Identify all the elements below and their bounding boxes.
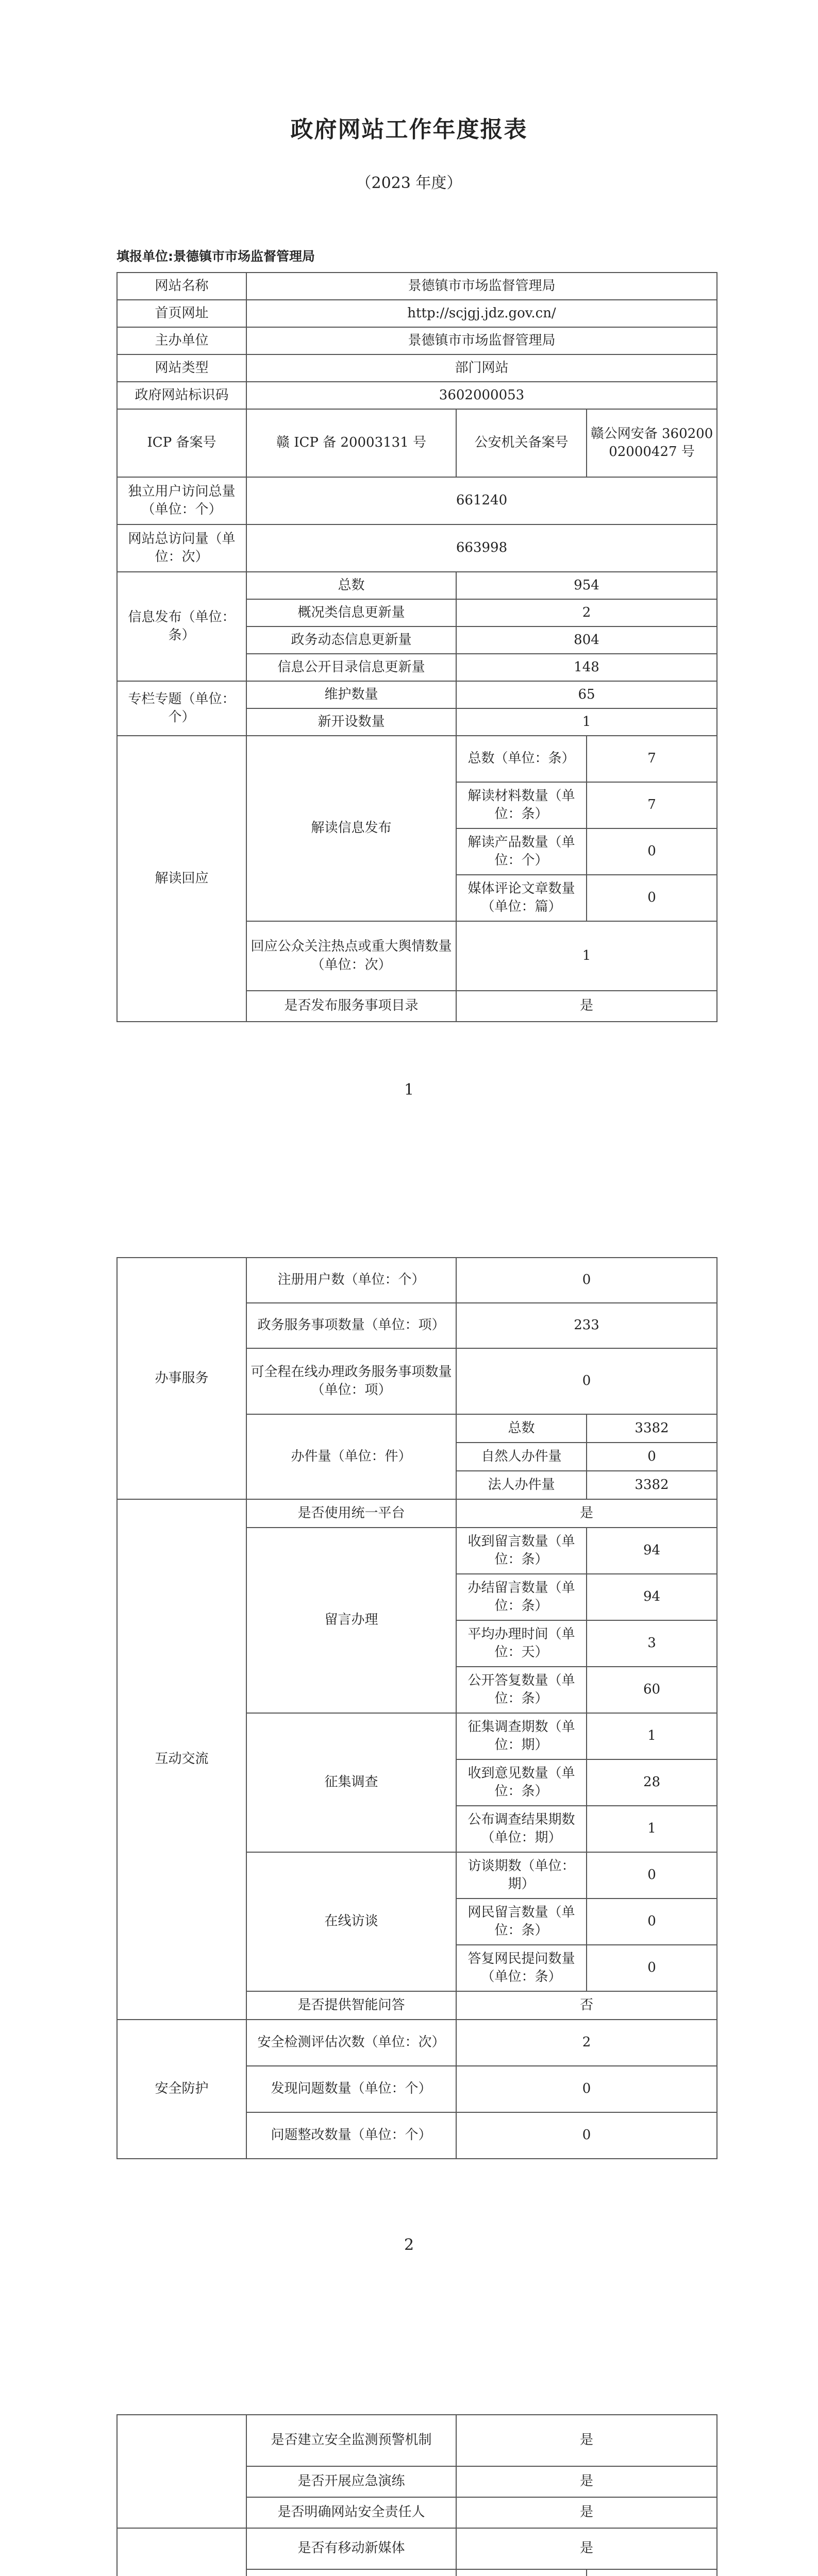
cell-label: 收到意见数量（单位：条） — [456, 1759, 587, 1806]
cell-value: 1 — [456, 708, 717, 736]
cell-value: 148 — [456, 654, 717, 681]
cell-label: 平均办理时间（单位：天） — [456, 1620, 587, 1667]
cell-label: 网站名称 — [117, 273, 246, 300]
cell-value: 是 — [456, 2497, 717, 2528]
cell-label: 答复网民提问数量（单位：条） — [456, 1945, 587, 1991]
cell-label: 媒体评论文章数量（单位：篇） — [456, 875, 587, 921]
cell-value: 804 — [456, 626, 717, 654]
cell-label: 公布调查结果期数（单位：期） — [456, 1806, 587, 1852]
page-number: 2 — [404, 2236, 414, 2254]
cell-label: 办结留言数量（单位：条） — [456, 1574, 587, 1620]
cell-value: 是 — [456, 1499, 717, 1528]
page-title: 政府网站工作年度报表 — [290, 116, 528, 143]
cell-value: 0 — [587, 875, 717, 921]
cell-value: 0 — [587, 1945, 717, 1991]
cell-label: 法人办件量 — [456, 1471, 587, 1499]
cell-value: 赣 ICP 备 20003131 号 — [246, 409, 456, 477]
cell-value: 3382 — [587, 1471, 717, 1499]
cell-value: 2 — [456, 2020, 717, 2066]
cell-label: 可全程在线办理政务服务事项数量（单位：项） — [246, 1348, 456, 1414]
cell-label: 网民留言数量（单位：条） — [456, 1899, 587, 1945]
sub-label: 解读信息发布 — [246, 736, 456, 921]
section-label: 专栏专题（单位：个） — [117, 681, 246, 736]
cell-value: 233 — [456, 1303, 717, 1348]
cell-value: 954 — [456, 572, 717, 599]
cell-value — [587, 2569, 717, 2576]
cell-label: 访谈期数（单位：期） — [456, 1852, 587, 1899]
cell-value: 3382 — [587, 1414, 717, 1443]
cell-value: 60 — [587, 1667, 717, 1713]
cell-label: 总数 — [246, 572, 456, 599]
cell-label: 概况类信息更新量 — [246, 599, 456, 626]
cell-label: 新开设数量 — [246, 708, 456, 736]
cell-value: 是 — [456, 2415, 717, 2466]
cell-label: 解读材料数量（单位：条） — [456, 782, 587, 828]
cell-label: ICP 备案号 — [117, 409, 246, 477]
cell-value: 94 — [587, 1528, 717, 1574]
cell-value: 28 — [587, 1759, 717, 1806]
cell-value: 1 — [587, 1806, 717, 1852]
cell-label: 是否建立安全监测预警机制 — [246, 2415, 456, 2466]
cell-value: 3602000053 — [246, 382, 717, 409]
page-number: 1 — [404, 1081, 414, 1099]
cell-label: 是否开展应急演练 — [246, 2466, 456, 2497]
cell-value: 1 — [456, 921, 717, 991]
cell-label: 公开答复数量（单位：条） — [456, 1667, 587, 1713]
cell-value: 是 — [456, 2528, 717, 2569]
cell-value: 景德镇市市场监督管理局 — [246, 273, 717, 300]
section-label: 安全防护 — [117, 2020, 246, 2159]
sub-label: 留言办理 — [246, 1528, 456, 1713]
cell-label: 信息公开目录信息更新量 — [246, 654, 456, 681]
fill-unit: 填报单位:景德镇市市场监督管理局 — [116, 249, 315, 264]
cell-label: 政务动态信息更新量 — [246, 626, 456, 654]
cell-value: 是 — [456, 991, 717, 1022]
cell-value: 94 — [587, 1574, 717, 1620]
section-label: 信息发布（单位：条） — [117, 572, 246, 681]
cell-label: 自然人办件量 — [456, 1443, 587, 1471]
cell-label: 政务服务事项数量（单位：项） — [246, 1303, 456, 1348]
cell-value: 2 — [456, 599, 717, 626]
cell-value: 3 — [587, 1620, 717, 1667]
cell-value: 65 — [456, 681, 717, 708]
cell-value: 7 — [587, 736, 717, 782]
sub-label — [246, 2569, 456, 2576]
section-label-continued — [117, 2415, 246, 2528]
section-label: 办事服务 — [117, 1258, 246, 1499]
cell-label: 解读产品数量（单位：个） — [456, 828, 587, 875]
report-year: （2023 年度） — [356, 174, 462, 192]
cell-label: 是否有移动新媒体 — [246, 2528, 456, 2569]
cell-label: 征集调查期数（单位：期） — [456, 1713, 587, 1759]
cell-label: 总数（单位：条） — [456, 736, 587, 782]
cell-label — [456, 2569, 587, 2576]
cell-value: 景德镇市市场监督管理局 — [246, 327, 717, 354]
cell-label: 公安机关备案号 — [456, 409, 587, 477]
section-label: 互动交流 — [117, 1499, 246, 2020]
cell-label: 网站类型 — [117, 354, 246, 382]
cell-label: 发现问题数量（单位：个） — [246, 2066, 456, 2112]
cell-value: 0 — [587, 1852, 717, 1899]
section-label: 解读回应 — [117, 736, 246, 1022]
cell-value: 否 — [456, 1991, 717, 2020]
cell-label: 政府网站标识码 — [117, 382, 246, 409]
cell-value: 663998 — [246, 524, 717, 572]
report-table-page-3 — [116, 2414, 717, 2576]
cell-label: 维护数量 — [246, 681, 456, 708]
sub-label: 办件量（单位：件） — [246, 1414, 456, 1499]
cell-value: 0 — [587, 1899, 717, 1945]
cell-label: 注册用户数（单位：个） — [246, 1258, 456, 1303]
cell-value: 0 — [456, 2066, 717, 2112]
cell-value: 0 — [587, 1443, 717, 1471]
cell-value: 661240 — [246, 477, 717, 524]
cell-value: 0 — [456, 1258, 717, 1303]
cell-value: 是 — [456, 2466, 717, 2497]
cell-label: 是否发布服务事项目录 — [246, 991, 456, 1022]
cell-value: 1 — [587, 1713, 717, 1759]
cell-label: 问题整改数量（单位：个） — [246, 2112, 456, 2159]
cell-label: 是否提供智能问答 — [246, 1991, 456, 2020]
sub-label: 征集调查 — [246, 1713, 456, 1852]
cell-value: 0 — [456, 2112, 717, 2159]
cell-label: 主办单位 — [117, 327, 246, 354]
homepage-link: http://scjgj.jdz.gov.cn/ — [246, 300, 717, 327]
cell-label: 是否明确网站安全责任人 — [246, 2497, 456, 2528]
cell-value: 0 — [587, 828, 717, 875]
cell-label: 回应公众关注热点或重大舆情数量（单位：次） — [246, 921, 456, 991]
section-label — [117, 2528, 246, 2576]
cell-label: 网站总访问量（单位：次） — [117, 524, 246, 572]
cell-label: 首页网址 — [117, 300, 246, 327]
cell-value: 部门网站 — [246, 354, 717, 382]
report-table-page-2 — [116, 1257, 717, 2159]
sub-label: 在线访谈 — [246, 1852, 456, 1991]
cell-value: 赣公网安备 36020002000427 号 — [587, 409, 717, 477]
cell-value: 7 — [587, 782, 717, 828]
report-table-page-1 — [116, 272, 717, 1022]
cell-label: 是否使用统一平台 — [246, 1499, 456, 1528]
cell-label: 安全检测评估次数（单位：次） — [246, 2020, 456, 2066]
cell-label: 收到留言数量（单位：条） — [456, 1528, 587, 1574]
cell-label: 独立用户访问总量（单位：个） — [117, 477, 246, 524]
cell-value: 0 — [456, 1348, 717, 1414]
cell-label: 总数 — [456, 1414, 587, 1443]
